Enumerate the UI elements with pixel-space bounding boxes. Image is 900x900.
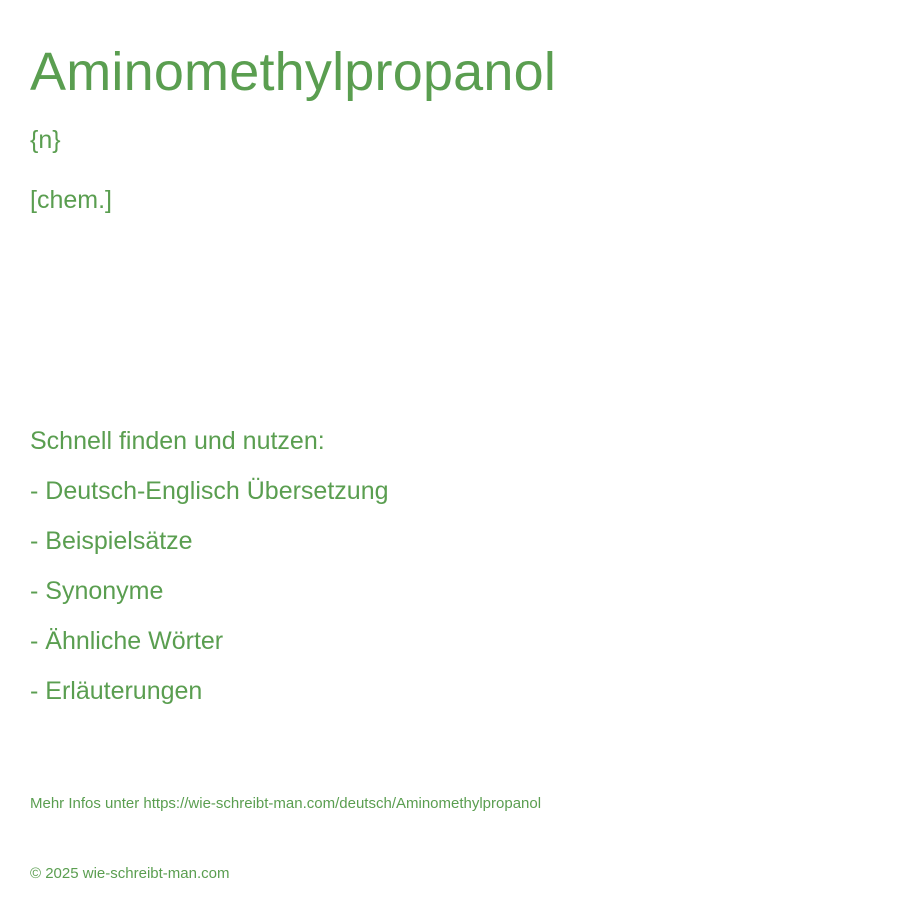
grammatical-gender: {n} <box>30 126 61 154</box>
feature-item-synonyms: - Synonyme <box>30 577 164 605</box>
feature-item-example-sentences: - Beispielsätze <box>30 527 193 555</box>
more-info-text: Mehr Infos unter https://wie-schreibt-man.com/deutsch/Aminomethylpropanol <box>30 795 542 812</box>
page-title: Aminomethylpropanol <box>30 42 557 102</box>
feature-list <box>30 424 389 724</box>
feature-list-heading: Schnell finden und nutzen: <box>30 427 325 455</box>
copyright-notice: © 2025 wie-schreibt-man.com <box>30 865 230 882</box>
feature-item-translation: - Deutsch-Englisch Übersetzung <box>30 477 389 505</box>
subject-category: [chem.] <box>30 186 112 214</box>
feature-item-similar-words: - Ähnliche Wörter <box>30 627 224 655</box>
feature-item-explanations: - Erläuterungen <box>30 677 203 705</box>
